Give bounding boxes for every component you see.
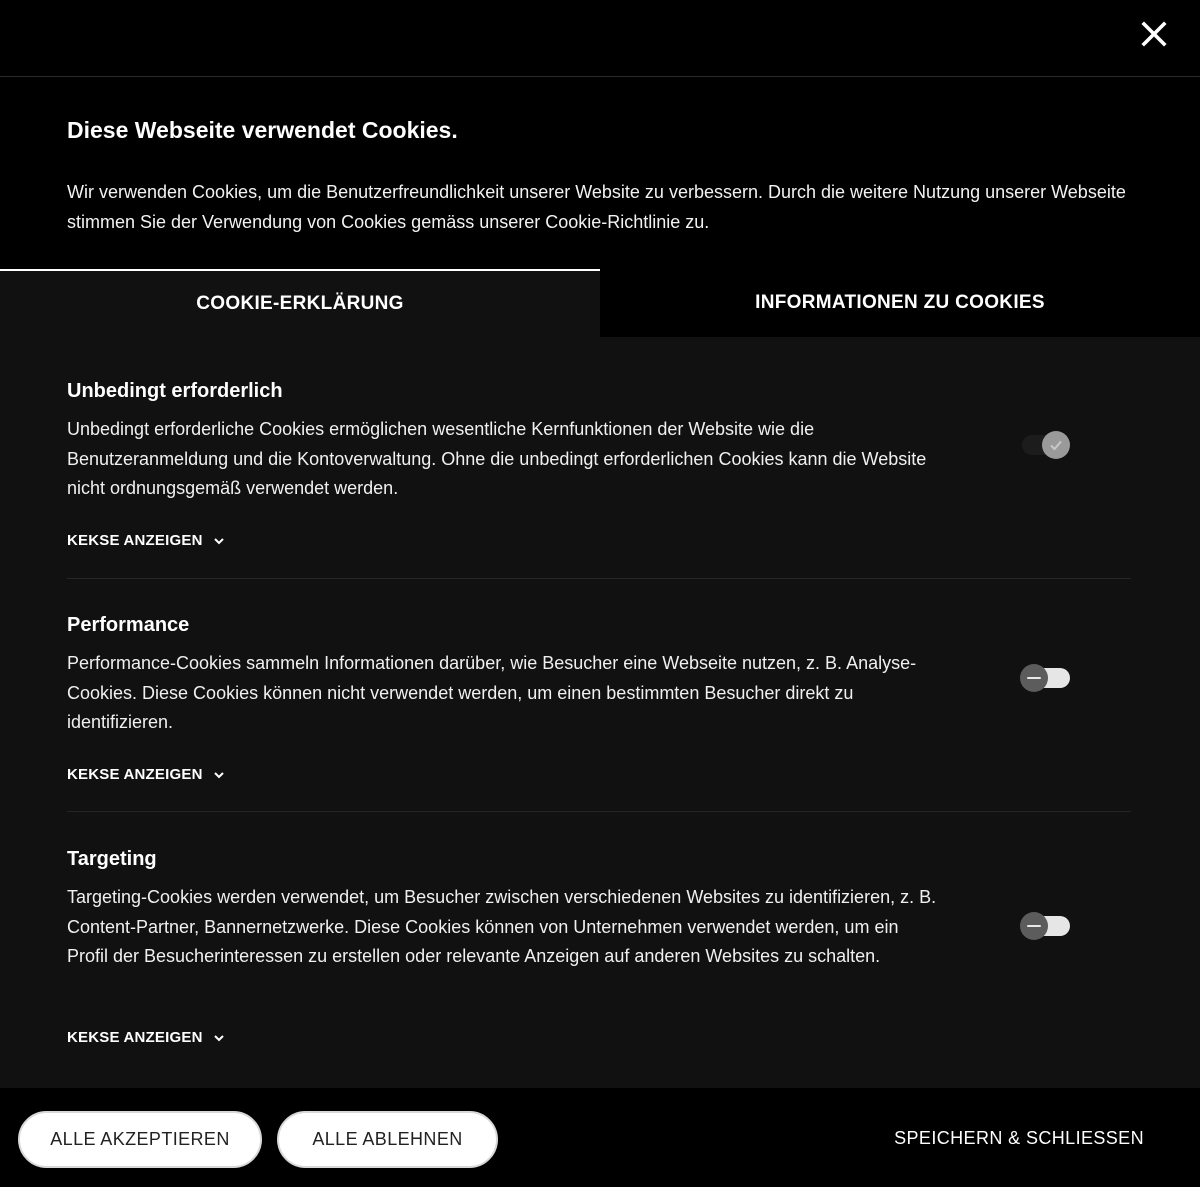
- cookie-category-performance: [67, 612, 1131, 783]
- tab-cookie-declaration[interactable]: COOKIE-ERKLÄRUNG: [0, 269, 600, 337]
- show-cookies-label: KEKSE ANZEIGEN: [67, 766, 203, 783]
- chevron-down-icon: [213, 1032, 225, 1044]
- section-divider: [67, 811, 1131, 812]
- cookie-category-targeting: [67, 846, 1131, 1046]
- category-description: Targeting-Cookies werden verwendet, um Besucher zwischen verschiedenen Websites zu identifizieren, z. B. Content-Partner, Bannernetzwerke. Diese Cookies können von Unternehmen verwendet werden, um ein Profil der Besucherinteressen zu erstellen oder relevante Anzeigen auf anderen Websites zu schalten.: [67, 887, 937, 966]
- toggle-knob: [1042, 431, 1070, 459]
- close-icon: [1140, 20, 1168, 48]
- tab-bar: [0, 269, 1200, 337]
- tab-cookie-information[interactable]: INFORMATIONEN ZU COOKIES: [600, 269, 1200, 337]
- save-and-close-button[interactable]: SPEICHERN & SCHLIESSEN: [894, 1128, 1144, 1148]
- check-icon: [1048, 437, 1064, 453]
- show-cookies-label: KEKSE ANZEIGEN: [67, 1029, 203, 1046]
- toggle-knob: [1020, 912, 1048, 940]
- modal-title: Diese Webseite verwendet Cookies.: [67, 117, 458, 143]
- modal-footer: [0, 1088, 1200, 1187]
- modal-top-bar: [0, 0, 1200, 77]
- minus-icon: [1027, 677, 1041, 680]
- section-divider: [67, 578, 1131, 579]
- reject-all-button[interactable]: ALLE ABLEHNEN: [277, 1111, 498, 1168]
- toggle-knob: [1020, 664, 1048, 692]
- cookie-category-necessary: [67, 378, 1131, 549]
- cookie-declaration-panel: [0, 337, 1200, 1088]
- minus-icon: [1027, 925, 1041, 928]
- close-button[interactable]: [1140, 20, 1168, 48]
- category-title: Targeting: [67, 848, 157, 870]
- show-cookies-label: KEKSE ANZEIGEN: [67, 532, 203, 549]
- show-cookies-link[interactable]: [67, 766, 225, 783]
- show-cookies-link[interactable]: [67, 1029, 225, 1046]
- modal-description: Wir verwenden Cookies, um die Benutzerfreundlichkeit unserer Website zu verbessern. Durch die weitere Nutzung unserer Webseite stimmen Sie der Verwendung von Cookies gemäss unserer Cookie-Richtlinie zu.: [67, 182, 1126, 232]
- modal-header: [67, 116, 1147, 237]
- performance-toggle[interactable]: [1020, 666, 1070, 690]
- category-title: Performance: [67, 614, 190, 636]
- necessary-toggle: [1020, 433, 1070, 457]
- accept-all-button[interactable]: ALLE AKZEPTIEREN: [18, 1111, 262, 1168]
- chevron-down-icon: [213, 769, 225, 781]
- targeting-toggle[interactable]: [1020, 914, 1070, 938]
- category-title: Unbedingt erforderlich: [67, 380, 283, 402]
- category-description: Unbedingt erforderliche Cookies ermöglichen wesentliche Kernfunktionen der Website wie die Benutzeranmeldung und die Kontoverwaltung. Ohne die unbedingt erforderlichen Cookies kann die Website nicht ordnungsgemäß verwendet werden.: [67, 419, 927, 498]
- show-cookies-link[interactable]: [67, 532, 225, 549]
- chevron-down-icon: [213, 535, 225, 547]
- category-description: Performance-Cookies sammeln Informationen darüber, wie Besucher eine Webseite nutzen, z. B. Analyse-Cookies. Diese Cookies können nicht verwendet werden, um einen bestimmten Besucher direkt zu identifizieren.: [67, 653, 917, 732]
